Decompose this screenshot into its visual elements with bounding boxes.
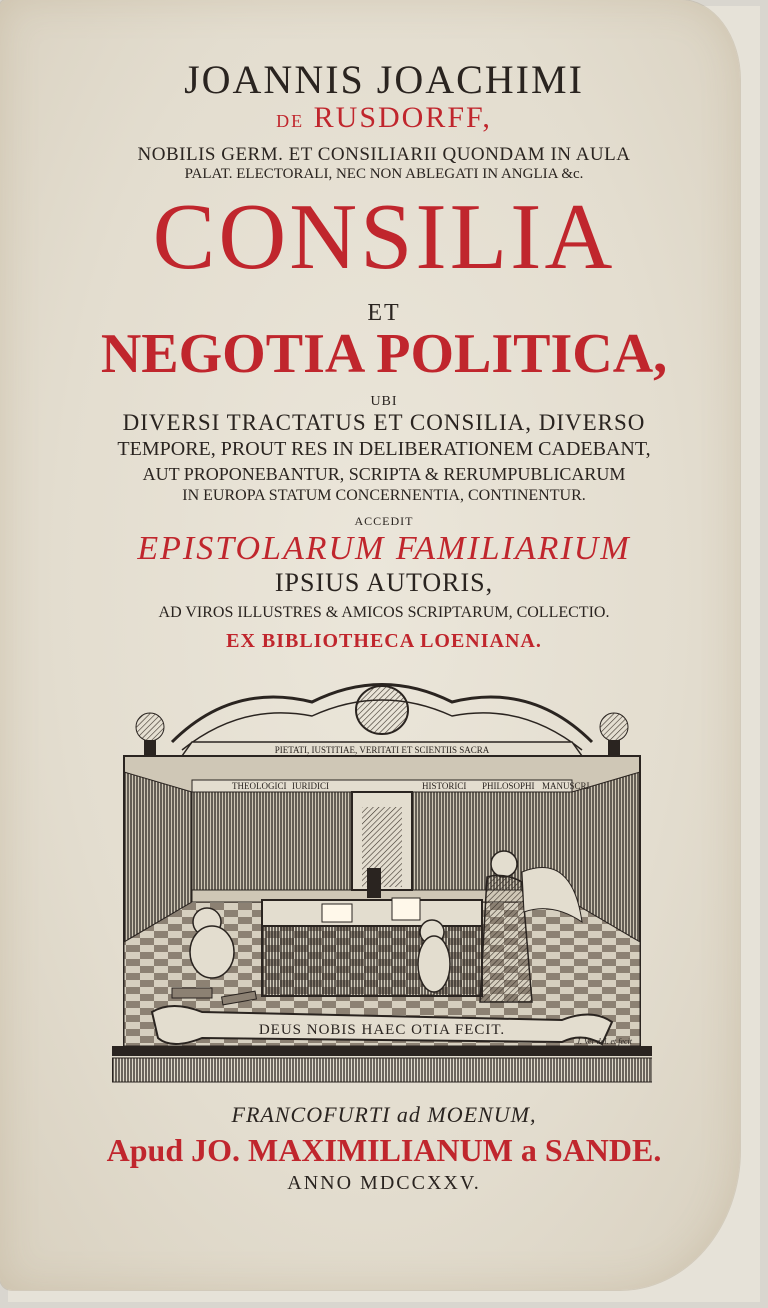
- ipsius-autoris: IPSIUS AUTORIS,: [274, 568, 494, 597]
- main-title: CONSILIA: [152, 185, 616, 289]
- epistolarum-heading: EPISTOLARUM FAMILIARIUM: [137, 530, 631, 567]
- description-line-2: TEMPORE, PROUT RES IN DELIBERATIONEM CADEBANT,: [117, 438, 651, 460]
- engraving-banner: PIETATI, IUSTITIAE, VERITATI ET SCIENTIIS SACRA: [274, 745, 490, 755]
- library-engraving: [112, 672, 652, 1092]
- description-line-4: IN EUROPA STATUM CONCERNENTIA, CONTINENTUR.: [182, 487, 586, 504]
- author-line-1: JOANNIS JOACHIMI: [184, 57, 584, 102]
- author-line-2: [0, 101, 768, 135]
- shelf-label-theologici: THEOLOGICI: [232, 781, 287, 791]
- shelf-label-philosophi: PHILOSOPHI: [482, 781, 535, 791]
- engraving-illustration: [112, 672, 652, 1092]
- accedit-label: ACCEDIT: [354, 514, 414, 528]
- ubi-label: UBI: [370, 394, 398, 409]
- subtitle: NEGOTIA POLITICA,: [100, 323, 668, 385]
- author-description-2: PALAT. ELECTORALI, NEC NON ABLEGATI IN ANGLIA &c.: [184, 166, 584, 182]
- author-de: DE: [276, 111, 305, 131]
- engraver-signature: J. Ver del. et fecit: [576, 1037, 632, 1046]
- shelf-label-manuscri: MANUSCRI: [542, 781, 590, 791]
- author-description-1: NOBILIS GERM. ET CONSILIARII QUONDAM IN AULA: [137, 144, 631, 165]
- description-line-1: DIVERSI TRACTATUS ET CONSILIA, DIVERSO: [122, 410, 646, 435]
- description-line-3: AUT PROPONEBANTUR, SCRIPTA & RERUMPUBLICARUM: [142, 464, 626, 484]
- shelf-label-historici: HISTORICI: [422, 781, 467, 791]
- engraving-motto: DEUS NOBIS HAEC OTIA FECIT.: [258, 1022, 506, 1038]
- imprint-place: FRANCOFURTI ad MOENUM,: [231, 1102, 537, 1127]
- shelf-label-iuridici: IURIDICI: [292, 781, 329, 791]
- ex-bibliotheca: EX BIBLIOTHECA LOENIANA.: [226, 630, 542, 652]
- imprint-publisher: Apud JO. MAXIMILIANUM a SANDE.: [106, 1132, 662, 1168]
- title-et: ET: [367, 300, 401, 326]
- author-name: RUSDORFF,: [313, 101, 492, 134]
- ad-viros-line: AD VIROS ILLUSTRES & AMICOS SCRIPTARUM, COLLECTIO.: [158, 604, 610, 621]
- imprint-year: ANNO MDCCXXV.: [287, 1172, 481, 1194]
